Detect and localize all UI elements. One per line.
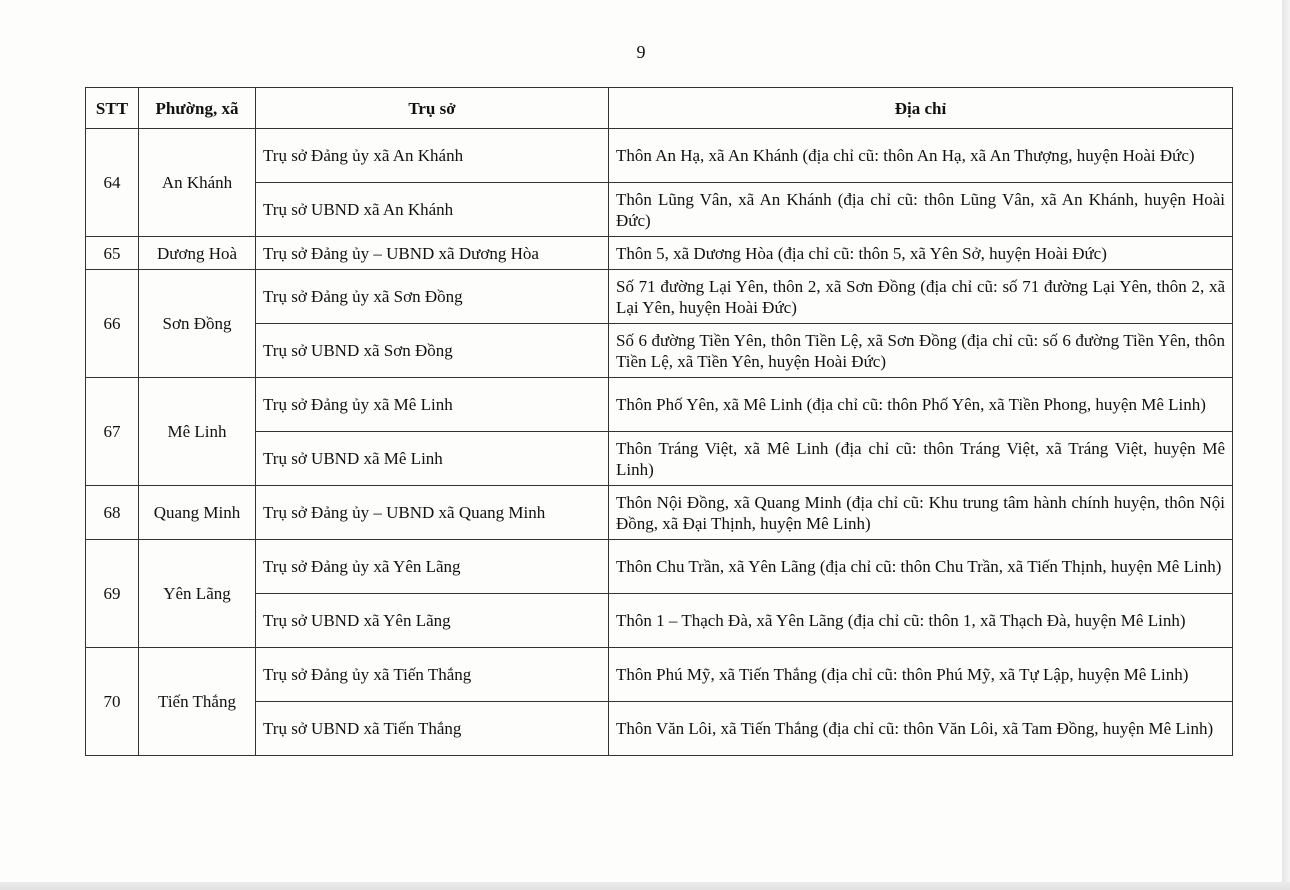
- table-row: [86, 540, 1233, 594]
- table-row: [86, 648, 1233, 702]
- page-edge-right: [1282, 0, 1290, 890]
- stt-cell: 65: [86, 237, 139, 270]
- table-row: [86, 183, 1233, 237]
- table-row: [86, 594, 1233, 648]
- ward-cell: Dương Hoà: [139, 237, 256, 270]
- address-cell: Thôn An Hạ, xã An Khánh (địa chỉ cũ: thôn An Hạ, xã An Thượng, huyện Hoài Đức): [609, 129, 1233, 183]
- table-row: [86, 432, 1233, 486]
- address-cell: Thôn Phú Mỹ, xã Tiến Thắng (địa chỉ cũ: thôn Phú Mỹ, xã Tự Lập, huyện Mê Linh): [609, 648, 1233, 702]
- ward-cell: Yên Lãng: [139, 540, 256, 648]
- table-row: [86, 270, 1233, 324]
- table-header-row: [86, 88, 1233, 129]
- stt-cell: 69: [86, 540, 139, 648]
- header-stt: STT: [86, 88, 139, 129]
- address-cell: Số 6 đường Tiền Yên, thôn Tiền Lệ, xã Sơn Đồng (địa chỉ cũ: số 6 đường Tiền Yên, thôn Tiền Lệ, xã Tiền Yên, huyện Hoài Đức): [609, 324, 1233, 378]
- table-row: [86, 486, 1233, 540]
- office-cell: Trụ sở UBND xã An Khánh: [256, 183, 609, 237]
- address-cell: Thôn 1 – Thạch Đà, xã Yên Lãng (địa chỉ cũ: thôn 1, xã Thạch Đà, huyện Mê Linh): [609, 594, 1233, 648]
- address-cell: Thôn Tráng Việt, xã Mê Linh (địa chỉ cũ: thôn Tráng Việt, xã Tráng Việt, huyện Mê Linh): [609, 432, 1233, 486]
- office-cell: Trụ sở Đảng ủy xã Yên Lãng: [256, 540, 609, 594]
- address-cell: Thôn Văn Lôi, xã Tiến Thắng (địa chỉ cũ: thôn Văn Lôi, xã Tam Đồng, huyện Mê Linh): [609, 702, 1233, 756]
- ward-cell: An Khánh: [139, 129, 256, 237]
- ward-cell: Quang Minh: [139, 486, 256, 540]
- table-row: [86, 702, 1233, 756]
- office-cell: Trụ sở UBND xã Yên Lãng: [256, 594, 609, 648]
- office-cell: Trụ sở UBND xã Tiến Thắng: [256, 702, 609, 756]
- stt-cell: 68: [86, 486, 139, 540]
- header-office: Trụ sở: [256, 88, 609, 129]
- office-cell: Trụ sở Đảng ủy – UBND xã Dương Hòa: [256, 237, 609, 270]
- office-cell: Trụ sở Đảng ủy – UBND xã Quang Minh: [256, 486, 609, 540]
- ward-cell: Tiến Thắng: [139, 648, 256, 756]
- office-cell: Trụ sở Đảng ủy xã An Khánh: [256, 129, 609, 183]
- address-cell: Số 71 đường Lại Yên, thôn 2, xã Sơn Đồng (địa chỉ cũ: số 71 đường Lại Yên, thôn 2, xã Lại Yên, huyện Hoài Đức): [609, 270, 1233, 324]
- table-row: [86, 129, 1233, 183]
- address-cell: Thôn Phố Yên, xã Mê Linh (địa chỉ cũ: thôn Phố Yên, xã Tiền Phong, huyện Mê Linh): [609, 378, 1233, 432]
- stt-cell: 66: [86, 270, 139, 378]
- page-edge-bottom: [0, 882, 1290, 890]
- address-cell: Thôn Chu Trần, xã Yên Lãng (địa chỉ cũ: thôn Chu Trần, xã Tiến Thịnh, huyện Mê Linh): [609, 540, 1233, 594]
- address-cell: Thôn 5, xã Dương Hòa (địa chỉ cũ: thôn 5, xã Yên Sở, huyện Hoài Đức): [609, 237, 1233, 270]
- office-cell: Trụ sở Đảng ủy xã Tiến Thắng: [256, 648, 609, 702]
- table-row: [86, 324, 1233, 378]
- table-row: [86, 378, 1233, 432]
- table-row: [86, 237, 1233, 270]
- page-number: 9: [636, 42, 646, 62]
- office-cell: Trụ sở UBND xã Mê Linh: [256, 432, 609, 486]
- ward-cell: Mê Linh: [139, 378, 256, 486]
- stt-cell: 64: [86, 129, 139, 237]
- stt-cell: 70: [86, 648, 139, 756]
- address-cell: Thôn Lũng Vân, xã An Khánh (địa chỉ cũ: thôn Lũng Vân, xã An Khánh, huyện Hoài Đức): [609, 183, 1233, 237]
- office-cell: Trụ sở Đảng ủy xã Sơn Đồng: [256, 270, 609, 324]
- header-ward: Phường, xã: [139, 88, 256, 129]
- office-address-table: [85, 87, 1233, 756]
- ward-cell: Sơn Đồng: [139, 270, 256, 378]
- address-cell: Thôn Nội Đồng, xã Quang Minh (địa chỉ cũ: Khu trung tâm hành chính huyện, thôn Nội Đồng, xã Đại Thịnh, huyện Mê Linh): [609, 486, 1233, 540]
- office-cell: Trụ sở Đảng ủy xã Mê Linh: [256, 378, 609, 432]
- office-cell: Trụ sở UBND xã Sơn Đồng: [256, 324, 609, 378]
- header-address: Địa chỉ: [609, 88, 1233, 129]
- stt-cell: 67: [86, 378, 139, 486]
